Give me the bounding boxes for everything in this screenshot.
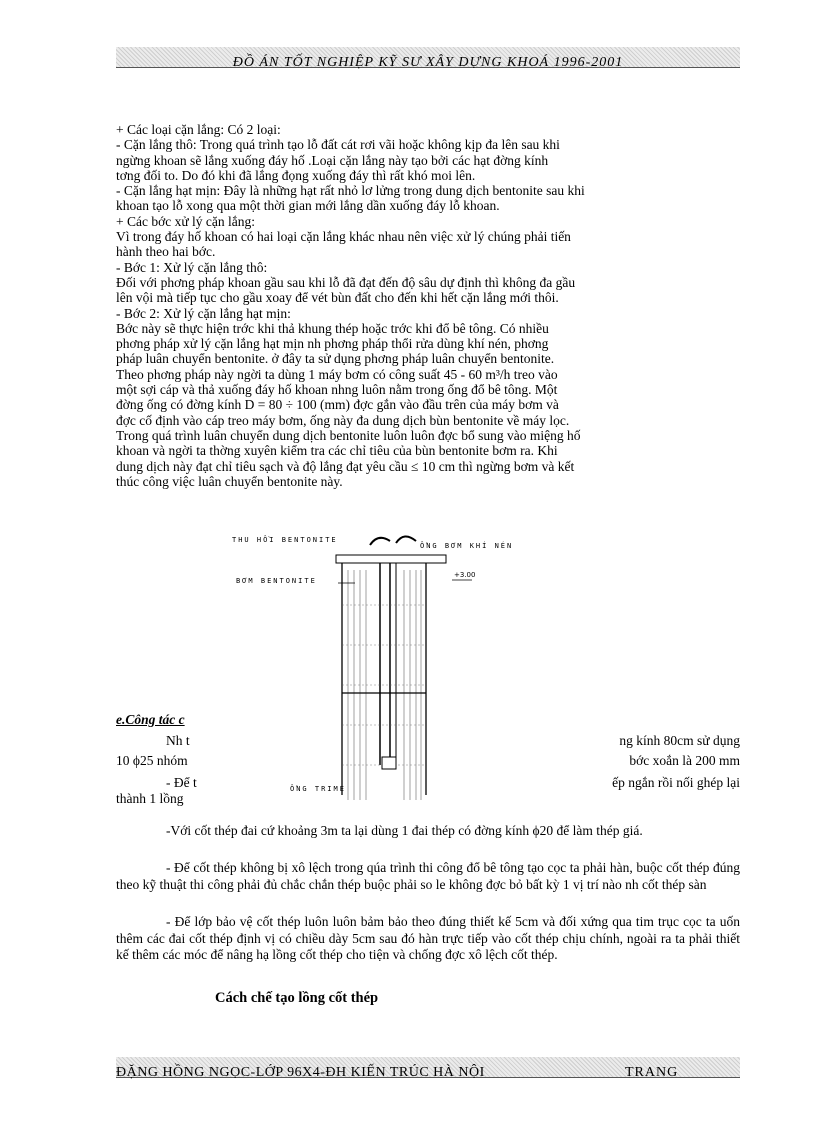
body-line: - Cặn lắng thô: Trong quá trình tạo lỗ đất cát rơi vãi hoặc không kịp đa lên sau khi [116, 137, 560, 153]
body-line: + Các bớc xử lý cặn lắng: [116, 213, 256, 229]
body-line: hành theo hai bớc. [116, 244, 216, 260]
page-footer-number: TRANG [625, 1065, 679, 1080]
page-footer-author: ĐẶNG HỒNG NGỌC-LỚP 96X4-ĐH KIẾN TRÚC HÀ NỘI [116, 1065, 485, 1080]
label-ong-bom: ỐNG BƠM KHÍ NÉN [420, 542, 514, 550]
paragraph-1 [116, 823, 740, 840]
body-line: + Các loại cặn lắng: Có 2 loại: [116, 122, 281, 137]
para-1-text: -Với cốt thép đai cứ khoảng 3m ta lại dùng 1 đai thép có đờng kính ϕ20 để làm thép giá. [166, 823, 643, 838]
page-header: ĐỒ ÁN TỐT NGHIỆP KỸ SƯ XÂY DỰNG KHOÁ 1996-2001 [232, 55, 624, 70]
figure-caption: Cách chế tạo lồng cốt thép [215, 990, 379, 1006]
body-line: phơng pháp xử lý cặn lắng hạt mịn nh phơng pháp thổi rửa dùng khí nén, phơng [116, 336, 549, 352]
label-thu-hoi: THU HỒI BENTONITE [232, 536, 338, 544]
partial-4: thành 1 lồng [116, 791, 184, 806]
para-3-text: - Để lớp bảo vệ cốt thép luôn luôn bảm bảo theo đúng thiết kế 5cm và đối xứng qua tim trục cọc ta uốn thêm các đai cốt thép định vị có chiều dày 5cm sau đó hàn trực tiếp vào cốt thép chịu chính, ngoài ra ta phải thiết kế thêm các móc để nâng hạ lồng cốt thép cho tiện và chống đợc xô lệch cốt thép. [116, 914, 740, 962]
body-line: khoan và ngời ta thờng xuyên kiểm tra các chỉ tiêu của bùn bentonite bơm ra. Khi [116, 443, 558, 459]
label-level: +3.00 [454, 571, 476, 579]
body-line: ngừng khoan sẽ lắng xuống đáy hố .Loại cặn lắng này tạo bởi các hạt đờng kính [116, 152, 549, 168]
body-line: - Bớc 1: Xử lý cặn lắng thô: [116, 259, 268, 275]
partial-line-2 [116, 753, 740, 770]
partial-2-left: 10 ϕ25 nhóm [116, 753, 188, 768]
body-line: đờng ống có đờng kính D = 80 ÷ 100 (mm) đợc gắn vào đầu trên của máy bơm và [116, 397, 559, 413]
body-line: - Bớc 2: Xử lý cặn lắng hạt mịn: [116, 305, 291, 321]
partial-2-right: bớc xoắn là 200 mm [629, 753, 740, 768]
partial-3-left: - Để t [166, 775, 197, 790]
partial-1-left: Nh t [166, 733, 190, 748]
body-line: thúc công việc luân chuyển bentonite này. [116, 473, 343, 489]
body-line: pháp luân chuyển bentonite. ở đây ta sử dụng phơng pháp luân chuyển bentonite. [116, 351, 555, 367]
body-line: một sợi cáp và thả xuống đáy hố khoan nhng luôn nằm trong ống đổ bê tông. Một [116, 382, 558, 398]
para-2-text: - Để cốt thép không bị xô lệch trong qúa trình thi công đổ bê tông tạo cọc ta phải hàn, buộc cốt thép đúng theo kỹ thuật thi công phải đủ chắc chắn thép buộc phải so le không đợc bỏ bất kỳ 1 vị trí nào nh cốt thép sàn [116, 860, 740, 892]
partial-3-right: ếp ngắn rồi nối ghép lại [612, 775, 740, 790]
body-line: đợc cố định vào cáp treo máy bơm, ống này đa dung dịch bùn bentonite về máy lọc. [116, 412, 570, 428]
body-line: Trong quá trình luân chuyển dung dịch bentonite luôn luôn đợc bổ sung vào miệng hố [116, 427, 581, 443]
body-line: dung dịch này đạt chỉ tiêu sạch và độ lắng đạt yêu cầu ≤ 10 cm thì ngừng bơm và kết [116, 458, 575, 474]
body-line: Bớc này sẽ thực hiện trớc khi thả khung thép hoặc trớc khi đổ bê tông. Có nhiều [116, 320, 549, 336]
body-line: Đối với phơng pháp khoan gầu sau khi lỗ đã đạt đến độ sâu dự định thì không đa gầu [116, 274, 576, 290]
body-line: tơng đối to. Do đó khi đã lắng đọng xuống đáy thì rất khó moi lên. [116, 167, 476, 183]
partial-line-4 [116, 791, 740, 808]
paragraph-2 [116, 860, 740, 893]
section-heading-e: e.Công tác c [116, 712, 185, 727]
body-line: - Cặn lắng hạt mịn: Đây là những hạt rất nhỏ lơ lửng trong dung dịch bentonite sau khi [116, 183, 585, 199]
body-line: khoan tạo lỗ xong qua một thời gian mới lắng dần xuống đáy lỗ khoan. [116, 198, 500, 214]
body-text [116, 122, 740, 489]
partial-line-3 [116, 775, 740, 792]
body-line: Vì trong đáy hố khoan có hai loại cặn lắng khác nhau nên việc xử lý chúng phải tiến [116, 229, 571, 245]
partial-1-right: ng kính 80cm sử dụng [619, 733, 740, 748]
body-line: Theo phơng pháp này ngời ta dùng 1 máy bơm có công suất 45 - 60 m³/h treo vào [116, 366, 558, 382]
partial-line-1 [116, 733, 740, 750]
body-line: lên vội mà tiếp tục cho gầu xoay để vét bùn đất cho đến khi hết cặn lắng mới thôi. [116, 290, 559, 306]
label-ong-trime: ỐNG TRIME [290, 785, 346, 793]
paragraph-3 [116, 914, 740, 964]
label-bom-bentonite: BƠM BENTONITE [236, 577, 317, 585]
